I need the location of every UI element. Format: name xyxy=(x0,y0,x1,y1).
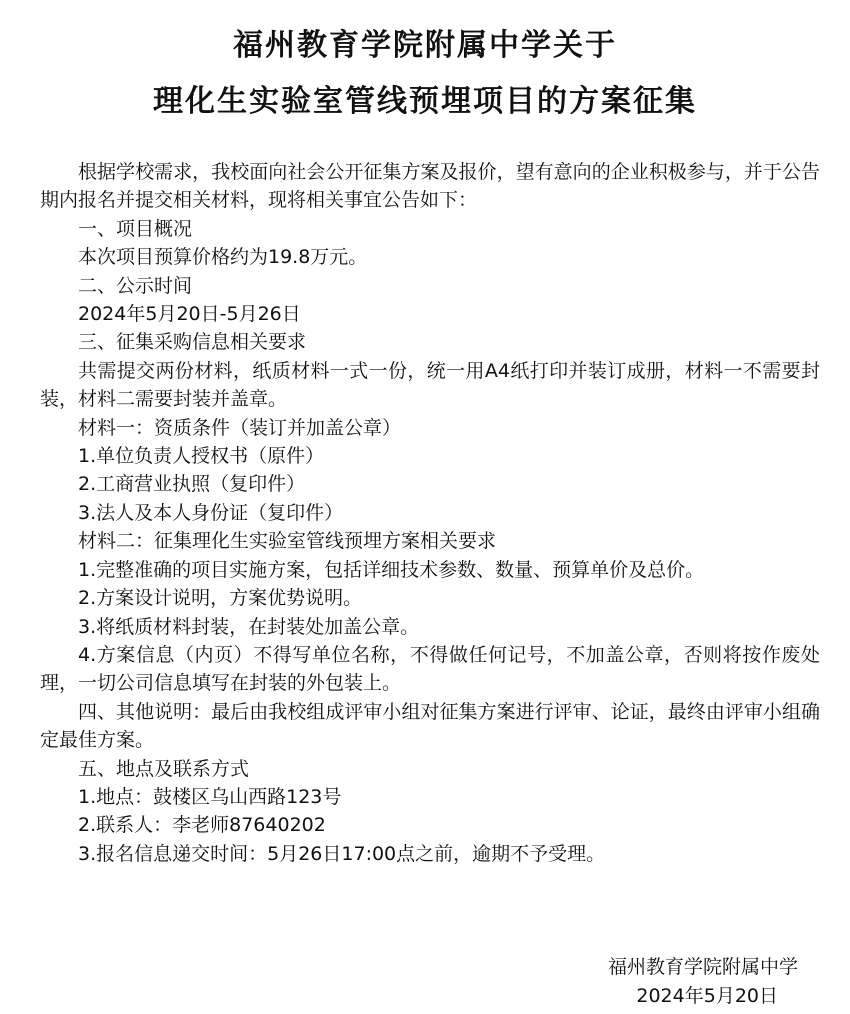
section-heading-publicity-time: 二、公示时间 xyxy=(78,274,193,297)
material-two-heading: 材料二：征集理化生实验室管线预埋方案相关要求 xyxy=(78,530,497,553)
signature-organization: 福州教育学院附属中学 xyxy=(607,956,798,978)
document-title-line-1: 福州教育学院附属中学关于 xyxy=(233,28,617,63)
contact-address: 1.地点：鼓楼区乌山西路123号 xyxy=(78,785,342,808)
material-one-item-1: 1.单位负责人授权书（原件） xyxy=(78,445,325,468)
section-heading-requirements: 三、征集采购信息相关要求 xyxy=(78,331,307,354)
publicity-dates: 2024年5月20日-5月26日 xyxy=(78,303,301,326)
requirements-summary: 共需提交两份材料，纸质材料一式一份，统一用A4纸打印并装订成册，材料一不需要封装，材料二需要封装并盖章。 xyxy=(40,359,820,411)
material-two-item-1: 1.完整准确的项目实施方案，包括详细技术参数、数量、预算单价及总价。 xyxy=(78,558,705,581)
material-two-item-4: 4.方案信息（内页）不得写单位名称，不得做任何记号，不加盖公章，否则将按作废处理，一切公司信息填写在封装的外包装上。 xyxy=(40,643,820,695)
budget-text: 本次项目预算价格约为19.8万元。 xyxy=(78,246,368,269)
section-heading-overview: 一、项目概况 xyxy=(78,217,193,240)
other-notes: 四、其他说明：最后由我校组成评审小组对征集方案进行评审、论证，最终由评审小组确定最佳方案。 xyxy=(40,700,820,752)
document-body xyxy=(40,158,820,868)
material-one-item-3: 3.法人及本人身份证（复印件） xyxy=(78,501,344,524)
material-two-item-3: 3.将纸质材料封装，在封装处加盖公章。 xyxy=(78,615,420,638)
signature-date: 2024年5月20日 xyxy=(636,985,778,1007)
intro-paragraph: 根据学校需求，我校面向社会公开征集方案及报价，望有意向的企业积极参与，并于公告期内报名并提交相关材料，现将相关事宜公告如下： xyxy=(40,161,820,212)
document-title-line-2: 理化生实验室管线预埋项目的方案征集 xyxy=(153,84,697,119)
material-one-item-2: 2.工商营业执照（复印件） xyxy=(78,473,306,496)
material-two-item-2: 2.方案设计说明，方案优势说明。 xyxy=(78,587,363,610)
contact-person: 2.联系人：李老师87640202 xyxy=(78,814,326,837)
submission-deadline: 3.报名信息递交时间：5月26日17:00点之前，逾期不予受理。 xyxy=(78,842,606,865)
section-heading-contact: 五、地点及联系方式 xyxy=(78,757,250,780)
material-one-heading: 材料一：资质条件（装订并加盖公章） xyxy=(78,416,402,439)
